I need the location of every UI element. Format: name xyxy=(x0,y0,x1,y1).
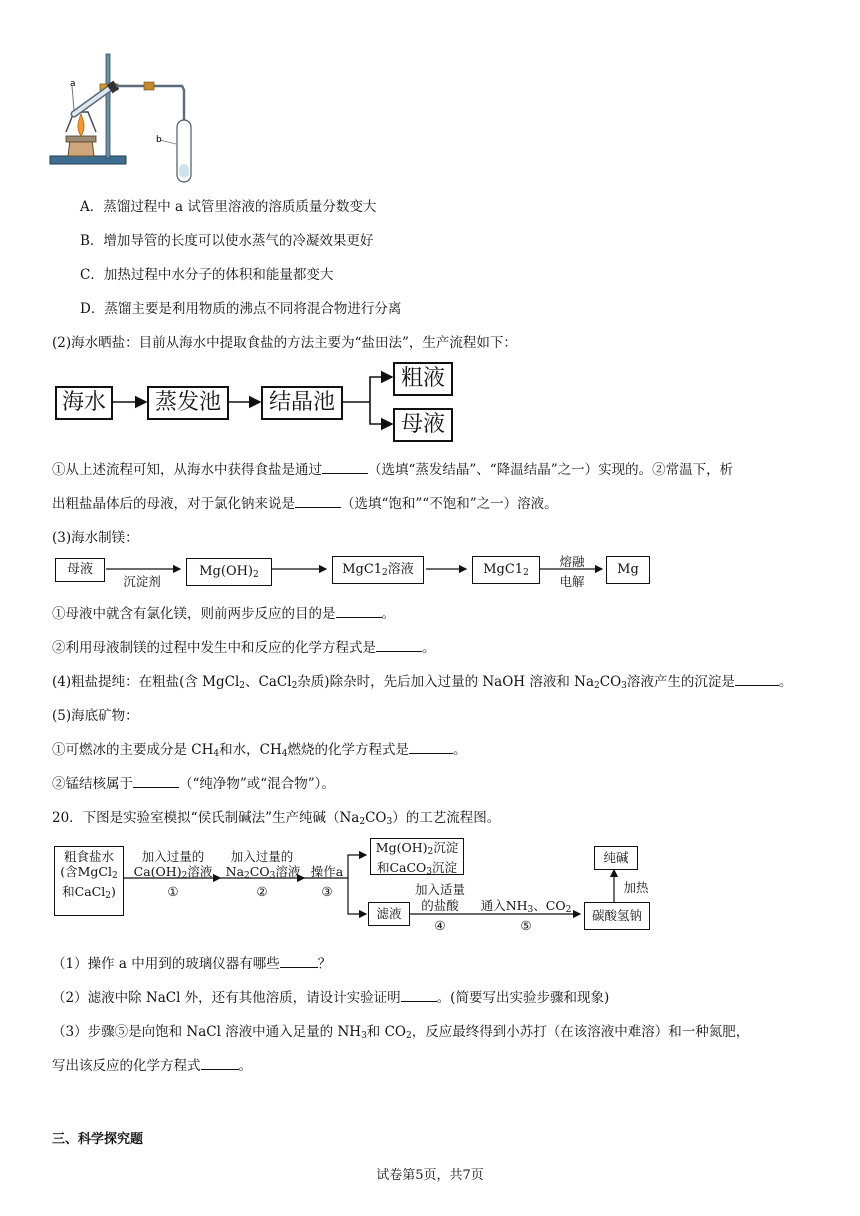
soda-step1-label1: 加入过量的 xyxy=(141,849,205,864)
q20-sub3-line2: 写出该反应的化学方程式 。 xyxy=(52,1058,252,1074)
label-b-text: b xyxy=(156,135,162,145)
option-d: D．蒸馏主要是利用物质的沸点不同将混合物进行分离 xyxy=(80,301,402,317)
soda-step3-num: ③ xyxy=(321,884,333,899)
answer-blank[interactable] xyxy=(735,673,779,686)
answer-blank[interactable] xyxy=(201,1057,239,1070)
mg-flow-electrolysis: 电解 xyxy=(559,574,585,589)
page-footer: 试卷第5页，共7页 xyxy=(376,1168,484,1183)
mg-flow-mgcl2: $MgC1_2$ xyxy=(472,556,540,584)
mg-flow-mgcl2-solution: $MgC1_2$溶液 xyxy=(332,556,424,584)
soda-step4-label2: 的盐酸 xyxy=(421,898,459,913)
soda-step2-label2: $Na_2CO_3$溶液 xyxy=(225,864,301,881)
part5-q1: ①可燃冰的主要成分是 $CH_4$和水，$CH_4$燃烧的化学方程式是 。 xyxy=(52,742,467,759)
soda-step1-num: ① xyxy=(167,884,179,899)
section-3-title: 三、科学探究题 xyxy=(52,1132,144,1147)
mg-flow-melt: 熔融 xyxy=(559,554,585,569)
soda-flow-crude-brine: 粗食盐水 (含MgCl$_2$ 和CaCl$_2$) xyxy=(54,846,124,916)
flow-crystallization-pond: 结晶池 xyxy=(261,386,343,420)
flow-seawater: 海水 xyxy=(55,386,113,420)
q20-sub3-line1: （3）步骤⑤是向饱和 NaCl 溶液中通入足量的 $NH_3$和 $CO_2$，反应最终得到小苏打（在该溶液中难溶）和一种氮肥， xyxy=(52,1024,750,1041)
part3-q1: ①母液中就含有氯化镁，则前两步反应的目的是 。 xyxy=(52,606,395,622)
soda-step4-num: ④ xyxy=(434,918,446,933)
part5-prompt: (5)海底矿物： xyxy=(52,708,139,724)
part3-prompt: (3)海水制镁： xyxy=(52,530,139,546)
soda-flow-filtrate: 滤液 xyxy=(368,902,410,926)
answer-blank[interactable] xyxy=(322,461,368,474)
answer-blank[interactable] xyxy=(336,605,382,618)
distillation-apparatus-figure xyxy=(48,52,198,188)
mg-flow-mother-liquor: 母液 xyxy=(55,558,105,582)
answer-blank[interactable] xyxy=(295,495,341,508)
soda-step5-label: 通入$NH_3$、$CO_2$ xyxy=(480,898,572,915)
flow-mother-liquor: 母液 xyxy=(393,408,453,442)
soda-flow-precipitate: $Mg(OH)_2$沉淀 和CaCO$_3$沉淀 xyxy=(370,838,464,875)
mg-flow-precipitant: 沉淀剂 xyxy=(123,574,161,589)
part3-q2: ②利用母液制镁的过程中发生中和反应的化学方程式是 。 xyxy=(52,640,436,656)
q20-intro: 20．下图是实验室模拟“侯氏制碱法”生产纯碱$(Na_2CO_3)$的工艺流程图。 xyxy=(52,810,501,827)
part2-prompt: (2)海水晒盐：目前从海水中提取食盐的方法主要为“盐田法”，生产流程如下： xyxy=(52,335,517,351)
part5-q2: ②锰结核属于 （“纯净物”或“混合物”）。 xyxy=(52,776,335,792)
option-b: B．增加导管的长度可以使水蒸气的冷凝效果更好 xyxy=(80,233,374,249)
answer-blank[interactable] xyxy=(133,775,179,788)
soda-op-a: 操作a xyxy=(310,864,344,879)
answer-blank[interactable] xyxy=(280,955,318,968)
option-a: A．蒸馏过程中 a 试管里溶液的溶质质量分数变大 xyxy=(80,199,377,215)
label-a-text: a xyxy=(70,79,76,89)
soda-step2-label1: 加入过量的 xyxy=(230,849,294,864)
soda-step4-label1: 加入适量 xyxy=(414,882,465,897)
answer-blank[interactable] xyxy=(409,741,453,754)
q20-sub1: （1）操作 a 中用到的玻璃仪器有哪些 ？ xyxy=(52,956,332,972)
soda-step2-num: ② xyxy=(256,884,268,899)
part4-question: (4)粗盐提纯：在粗盐(含 MgCl$_2$、CaCl$_2$杂质)除杂时，先后加入过量的 NaOH 溶液和 $Na_2CO_3$溶液产生的沉淀是 。 xyxy=(52,674,793,691)
part2-q1: ①从上述流程可知，从海水中获得食盐是通过 （选填“蒸发结晶”、“降温结晶”之一）实现的。②常温下，析 xyxy=(52,462,734,478)
soda-flow-heat: 加热 xyxy=(623,880,649,895)
answer-blank[interactable] xyxy=(401,989,437,1002)
part2-q2: 出粗盐晶体后的母液，对于氯化钠来说是 （选填“饱和”“不饱和”之一）溶液。 xyxy=(52,496,558,512)
answer-blank[interactable] xyxy=(376,639,422,652)
soda-flow-soda-ash: 纯碱 xyxy=(594,846,638,870)
mg-flow-mg: Mg xyxy=(606,556,650,584)
soda-flow-bicarbonate: 碳酸氢钠 xyxy=(584,902,650,930)
option-c: C．加热过程中水分子的体积和能量都变大 xyxy=(80,267,334,283)
flow-evaporation-pond: 蒸发池 xyxy=(147,386,229,420)
soda-step5-num: ⑤ xyxy=(520,918,532,933)
soda-step1-label2: $Ca(OH)_2$溶液 xyxy=(133,864,213,881)
mg-flow-mgoh2: $Mg(OH)_2$ xyxy=(186,558,272,586)
q20-sub2: （2）滤液中除 NaCl 外，还有其他溶质，请设计实验证明 。(简要写出实验步骤和现象) xyxy=(52,990,610,1006)
flow-crude-liquid: 粗液 xyxy=(393,362,453,396)
